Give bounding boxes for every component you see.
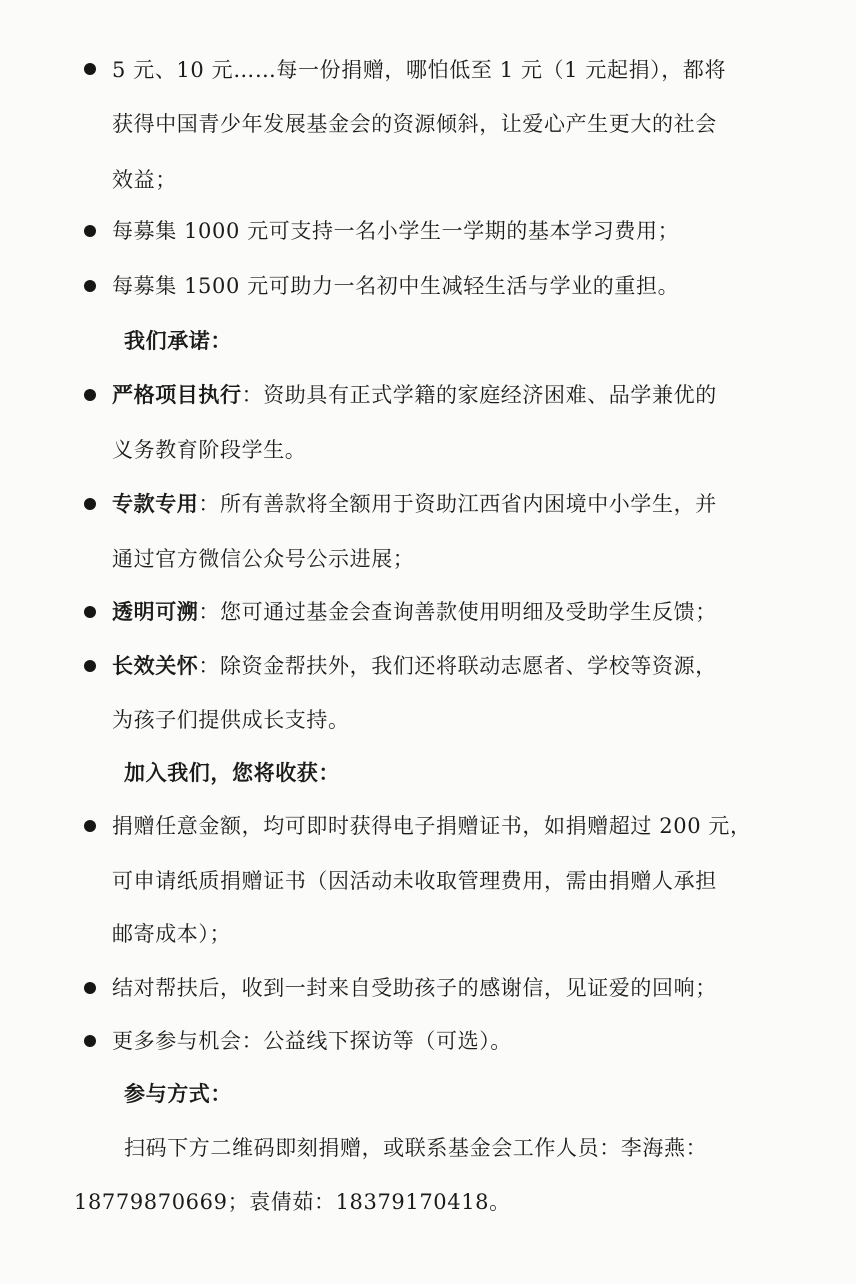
text-line: 义务教育阶段学生。 (112, 438, 307, 462)
text-line: 通过官方微信公众号公示进展； (112, 547, 415, 571)
contact-text: 扫码下方二维码即刻捐赠，或联系基金会工作人员：李海燕： (124, 1136, 708, 1160)
item-title: 长效关怀 (112, 653, 199, 678)
text-line (112, 375, 717, 415)
item-title: 严格项目执行 (112, 382, 242, 407)
item-text: ：除资金帮扶外，我们还将联动志愿者、学校等资源， (198, 654, 717, 678)
text-line: 邮寄成本）； (112, 922, 232, 946)
item-text: ：您可通过基金会查询善款使用明细及受助学生反馈； (198, 600, 717, 624)
text-line: 可申请纸质捐赠证书（因活动未收取管理费用，需由捐赠人承担 (112, 869, 717, 893)
text-line: 获得中国青少年发展基金会的资源倾斜，让爱心产生更大的社会 (112, 112, 717, 136)
section-heading: 我们承诺： (124, 328, 232, 353)
section-heading: 加入我们，您将收获： (124, 760, 340, 785)
bullet-icon (84, 498, 96, 510)
bullet-icon (84, 1035, 96, 1047)
item-text: ：所有善款将全额用于资助江西省内困境中小学生，并 (198, 492, 717, 516)
section-heading: 参与方式： (124, 1081, 232, 1106)
item-title: 专款专用 (112, 491, 199, 516)
text-line: 为孩子们提供成长支持。 (112, 708, 350, 732)
item-text: ：资助具有正式学籍的家庭经济困难、品学兼优的 (241, 383, 717, 407)
bullet-icon (84, 660, 96, 672)
item-title: 透明可溯 (112, 599, 199, 624)
text-line: 每募集 1000 元可支持一名小学生一学期的基本学习费用； (112, 219, 680, 243)
bullet-icon (84, 606, 96, 618)
bullet-icon (84, 225, 96, 237)
text-line: 每募集 1500 元可助力一名初中生减轻生活与学业的重担。 (112, 274, 680, 298)
bullet-icon (84, 389, 96, 401)
text-line (112, 646, 717, 686)
bullet-icon (84, 280, 96, 292)
contact-phone-text: 18779870669；袁倩茹：18379170418。 (74, 1190, 511, 1214)
text-line: 结对帮扶后，收到一封来自受助孩子的感谢信，见证爱的回响； (112, 976, 717, 1000)
bullet-icon (84, 820, 96, 832)
text-line (112, 592, 717, 632)
text-line: 更多参与机会：公益线下探访等（可选）。 (112, 1029, 512, 1053)
text-line: 捐赠任意金额，均可即时获得电子捐赠证书，如捐赠超过 200 元， (112, 814, 752, 838)
text-line: 效益； (112, 168, 177, 192)
text-line (112, 484, 717, 524)
bullet-icon (84, 63, 96, 75)
text-line: 5 元、10 元……每一份捐赠，哪怕低至 1 元（1 元起捐），都将 (112, 58, 727, 82)
bullet-icon (84, 982, 96, 994)
